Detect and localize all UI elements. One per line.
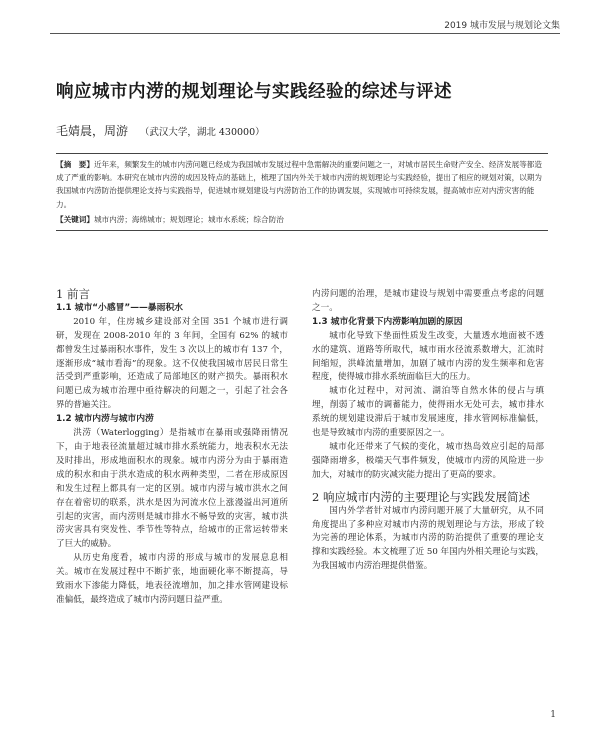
abstract-block: [56, 153, 548, 231]
section-heading-2: 2 响应城市内涝的主要理论与实践发展简述: [312, 489, 530, 504]
body-paragraph: 从历史角度看，城市内涝的形成与城市的发展息息相关。城市在发展过程中不断扩张，地面硬化率不断提高，导致雨水下渗能力降低，地表径流增加，加之排水管网建设标准偏低，最终造成了城市内涝问题日益严重。: [56, 553, 288, 605]
author-names: 毛婧晨，周游: [56, 124, 129, 138]
header-divider: [50, 33, 560, 34]
abstract-label: 【摘 要】: [56, 160, 94, 169]
body-paragraph: 洪涝（Waterlogging）是指城市在暴雨或强降雨情况下，由于地表径流量超过城市排水系统能力，地表积水无法及时排出，形成地面积水的现象。城市内涝分为由于暴雨造成的积水和由于洪水造成的积水两种类型，二者在形成原因和发生过程上都具有一定的区别。城市内涝与城市洪水之间存在着密切的联系，洪水是因为河流水位上涨漫溢出河道所引起的灾害，而内涝则是城市排水不畅导致的灾害，城市洪涝灾害具有突发性、季节性等特点，给城市的正常运转带来了巨大的威胁。: [56, 428, 288, 550]
paper-title: 响应城市内涝的规划理论与实践经验的综述与评述: [56, 82, 452, 102]
right-column: [312, 288, 544, 574]
body-paragraph: 国内外学者针对城市内涝问题开展了大量研究，从不同角度提出了多种应对城市内涝的规划理论与方法，形成了较为完善的理论体系，为城市内涝的防治提供了重要的理论支撑和实践经验。本文梳理了近 50 年国内外相关理论与实践，为我国城市内涝治理提供借鉴。: [312, 505, 544, 572]
abstract-paragraph: [56, 158, 548, 211]
keywords-label: 【关键词】: [56, 214, 94, 224]
body-paragraph: 城市化导致下垫面性质发生改变，大量透水地面被不透水的建筑、道路等所取代，城市雨水径流系数增大，汇流时间缩短，洪峰流量增加，加剧了城市内涝的发生频率和危害程度，使得城市排水系统面临巨大的压力。: [312, 330, 544, 383]
page-number: 1: [550, 710, 556, 720]
subsection-heading-1-3: 1.3 城市化背景下内涝影响加剧的原因: [312, 316, 463, 327]
left-column: [56, 288, 288, 608]
section-heading-1: 1 前言: [56, 287, 90, 301]
keywords-text: 城市内涝；海绵城市；规划理论；城市水系统；综合防治: [93, 214, 284, 224]
body-paragraph: 城市化还带来了气候的变化，城市热岛效应引起的局部强降雨增多，极端天气事件频发，使城市内涝的风险进一步加大，对城市的防灾减灾能力提出了更高的要求。: [312, 441, 544, 480]
body-paragraph: 城市化过程中，对河流、湖泊等自然水体的侵占与填埋，削弱了城市的调蓄能力，使得雨水无处可去，城市排水系统的规划建设滞后于城市发展速度，排水管网标准偏低，也是导致城市内涝的重要原因之一。: [312, 386, 544, 439]
body-paragraph: 内涝问题的治理，是城市建设与规划中需要重点考虑的问题之一。: [312, 289, 544, 313]
running-header: 2019 城市发展与规划论文集: [444, 21, 560, 31]
subsection-heading-1-2: 1.2 城市内涝与城市内涝: [56, 414, 154, 425]
body-paragraph: 2010 年，住房城乡建设部对全国 351 个城市进行调研，发现在 2008-2010 年的 3 年间，全国有 62% 的城市都曾发生过暴雨积水事件，发生 3 次以上的城市有 137 个，逐渐形成“城市看海”的现象。这不仅使我国城市居民日常生活受到严重影响，还造成了局部地区的财产损失。暴雨积水问题已成为城市治理中亟待解决的问题之一，引起了社会各界的普遍关注。: [56, 316, 288, 411]
abstract-text: 近年来，频繁发生的城市内涝问题已经成为我国城市发展过程中急需解决的重要问题之一，对城市居民生命财产安全、经济发展等都造成了严重的影响。本研究在城市内涝的成因及特点的基础上，梳理了国内外关于城市内涝的规划理论与实践经验，提出了相应的规划对策，以期为我国城市内涝防治提供理论支持与实践指导，促进城市规划建设与内涝防治工作的协调发展，实现城市可持续发展，提高城市应对内涝灾害的能力。: [56, 160, 542, 209]
subsection-heading-1-1: 1.1 城市“小感冒”——暴雨积水: [56, 302, 183, 313]
author-line: [56, 122, 265, 139]
author-affiliation: （武汉大学，湖北 430000）: [139, 127, 265, 138]
keywords-paragraph: [56, 213, 548, 226]
